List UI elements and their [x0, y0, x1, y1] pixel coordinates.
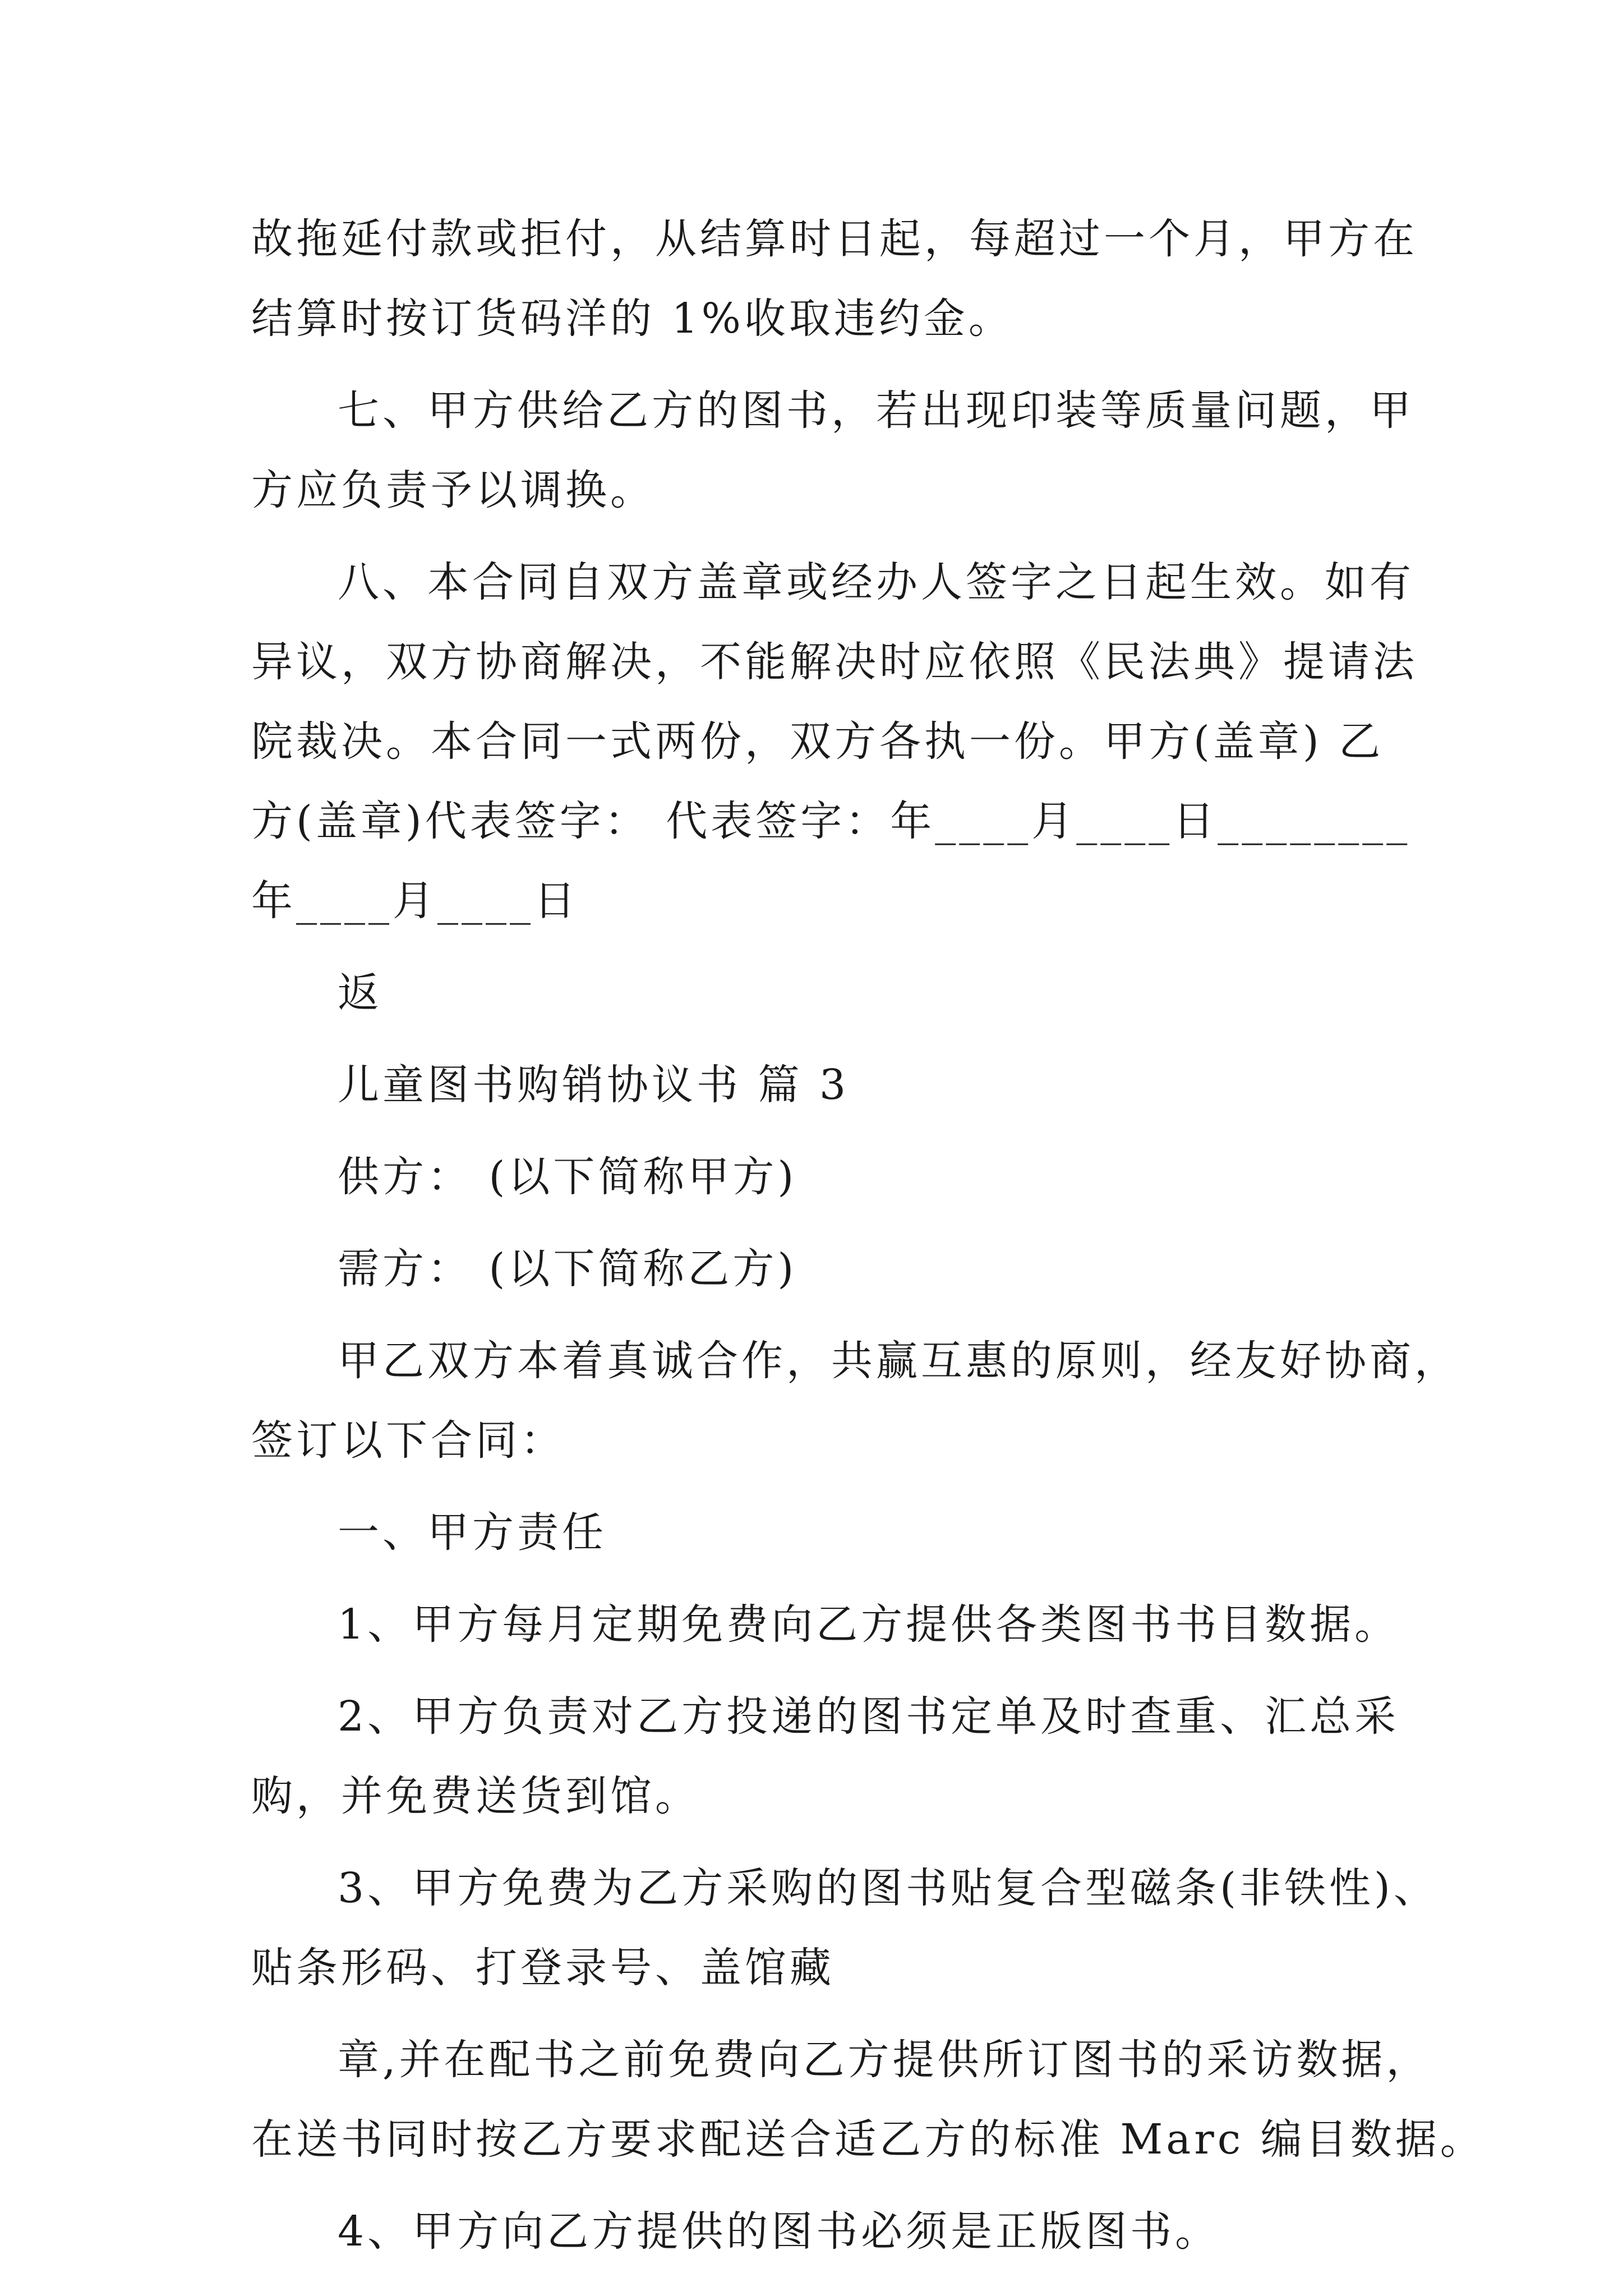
paragraph-line: 甲乙双方本着真诚合作，共赢互惠的原则，经友好协商， [338, 1337, 1459, 1385]
paragraph-line: 故拖延付款或拒付，从结算时日起，每超过一个月，甲方在 [251, 215, 1418, 263]
paragraph-line: 4、甲方向乙方提供的图书必须是正版图书。 [338, 2207, 1220, 2256]
paragraph-line: 章,并在配书之前免费向乙方提供所订图书的采访数据， [338, 2036, 1431, 2084]
supplier-line: 供方： (以下简称甲方) [338, 1153, 797, 1201]
paragraph-line: 签订以下合同： [251, 1416, 565, 1465]
paragraph-line: 八、本合同自双方盖章或经办人签字之日起生效。如有 [338, 558, 1414, 606]
paragraph-line: 购，并免费送货到馆。 [251, 1772, 700, 1820]
paragraph-line: 方(盖章)代表签字： 代表签字：年____月____日________ [251, 797, 1411, 845]
paragraph-line: 贴条形码、打登录号、盖馆藏 [251, 1944, 834, 1992]
paragraph-line: 3、甲方免费为乙方采购的图书贴复合型磁条(非铁性)、 [338, 1864, 1438, 1912]
paragraph-line: 方应负责予以调换。 [251, 466, 655, 514]
paragraph-line: 2、甲方负责对乙方投递的图书定单及时查重、汇总采 [338, 1692, 1400, 1741]
paragraph-line: 在送书同时按乙方要求配送合适乙方的标准 Marc 编目数据。 [251, 2115, 1485, 2164]
clause-heading: 一、甲方责任 [338, 1508, 607, 1557]
paragraph-line: 年____月____日 [251, 877, 579, 925]
paragraph-line: 院裁决。本合同一式两份，双方各执一份。甲方(盖章) 乙 [251, 717, 1384, 766]
document-body [251, 199, 1485, 2271]
paragraph-line: 返 [338, 969, 382, 1017]
section-heading: 儿童图书购销协议书 篇 3 [338, 1061, 850, 1109]
paragraph-line: 结算时按订货码洋的 1%收取违约金。 [251, 295, 1013, 343]
paragraph-line: 异议，双方协商解决，不能解决时应依照《民法典》提请法 [251, 638, 1418, 686]
paragraph-line: 七、甲方供给乙方的图书，若出现印装等质量问题，甲 [338, 386, 1414, 435]
paragraph-line: 1、甲方每月定期免费向乙方提供各类图书书目数据。 [338, 1600, 1400, 1649]
buyer-line: 需方： (以下简称乙方) [338, 1245, 797, 1293]
